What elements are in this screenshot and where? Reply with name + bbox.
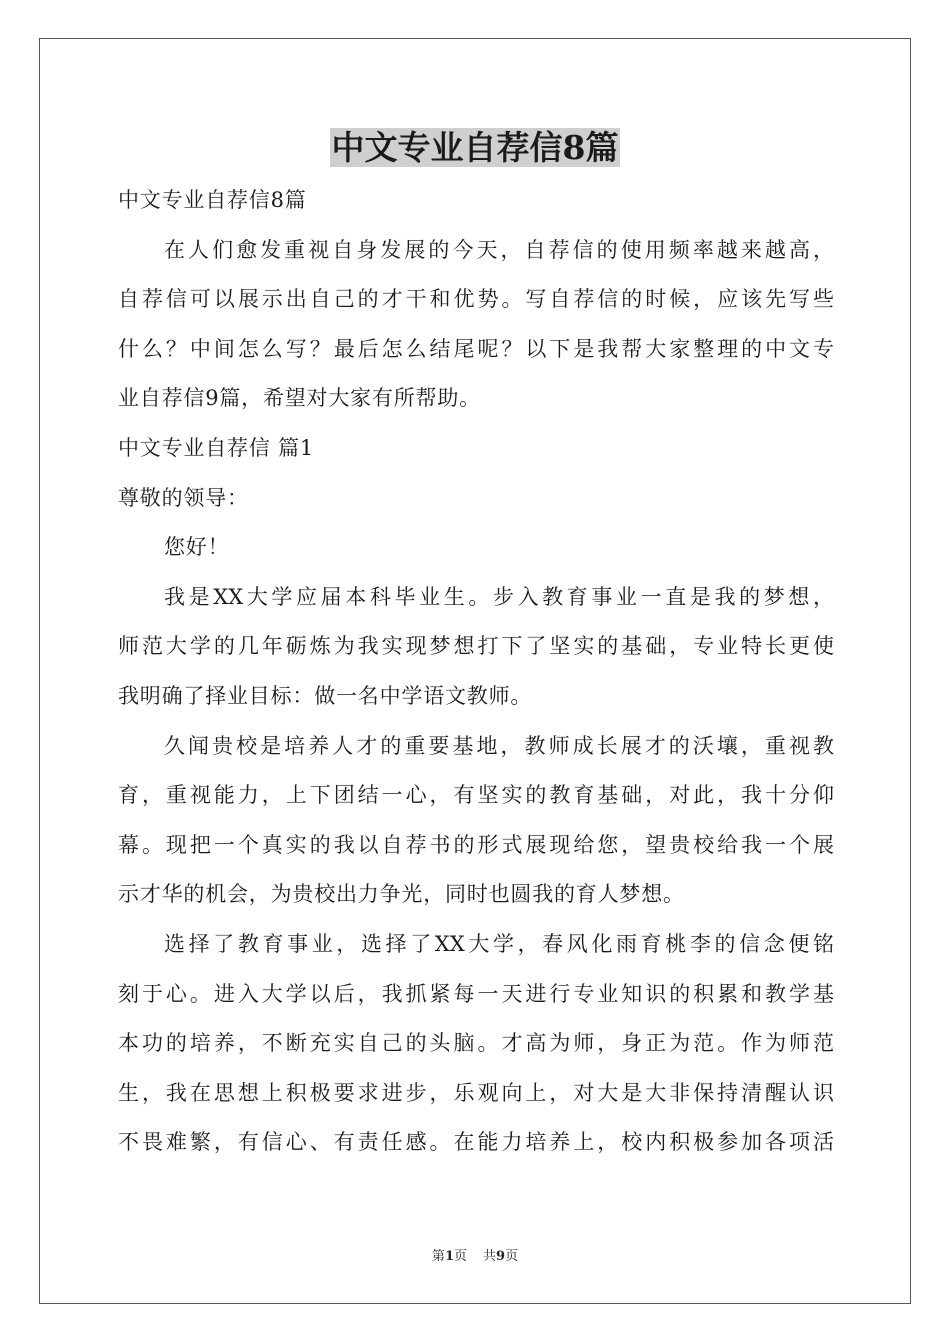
paragraph-line: 久闻贵校是培养人才的重要基地，教师成长展才的沃壤，重视教 [164, 733, 834, 758]
paragraph-line: 选择了教育事业，选择了XX大学，春风化雨育桃李的信念便铭 [164, 931, 834, 956]
total-suffix: 页 [505, 1249, 519, 1264]
document-title [0, 126, 950, 170]
subtitle-line: 中文专业自荐信8篇 [118, 188, 307, 212]
total-prefix: 共 [483, 1249, 497, 1264]
page-number: 1 [444, 1249, 454, 1264]
paragraph-line: 示才华的机会，为贵校出力争光，同时也圆我的育人梦想。 [118, 882, 685, 907]
page-suffix: 页 [453, 1249, 467, 1264]
section-heading: 中文专业自荐信 篇1 [118, 435, 315, 460]
paragraph-line: 我是XX大学应届本科毕业生。步入教育事业一直是我的梦想， [164, 584, 834, 609]
paragraph-line: 不畏难繁，有信心、有责任感。在能力培养上，校内积极参加各项活 [118, 1130, 834, 1155]
paragraph-line: 我明确了择业目标：做一名中学语文教师。 [118, 683, 533, 708]
paragraph-line: 业自荐信9篇，希望对大家有所帮助。 [118, 386, 481, 411]
paragraph-line: 什么？中间怎么写？最后怎么结尾呢？以下是我帮大家整理的中文专 [118, 336, 834, 361]
paragraph-line: 生，我在思想上积极要求进步，乐观向上，对大是大非保持清醒认识 [118, 1080, 834, 1105]
page-prefix: 第 [431, 1249, 445, 1264]
document-body [118, 176, 834, 1168]
page-footer [0, 1248, 950, 1266]
document-title-text: 中文专业自荐信8篇 [331, 128, 619, 167]
paragraph-line: 刻于心。进入大学以后，我抓紧每一天进行专业知识的积累和教学基 [118, 981, 834, 1006]
salutation: 尊敬的领导： [118, 485, 249, 510]
paragraph-line: 育，重视能力，上下团结一心，有坚实的教育基础，对此，我十分仰 [118, 783, 834, 808]
paragraph-line: 幕。现把一个真实的我以自荐书的形式展现给您，望贵校给我一个展 [118, 832, 834, 857]
paragraph-line: 本功的培养，不断充实自己的头脑。才高为师，身正为范。作为师范 [118, 1031, 834, 1056]
paragraph-line: 师范大学的几年砺炼为我实现梦想打下了坚实的基础，专业特长更使 [118, 634, 834, 659]
paragraph-line: 自荐信可以展示出自己的才干和优势。写自荐信的时候，应该先写些 [118, 287, 834, 312]
greeting: 您好！ [164, 535, 230, 560]
total-pages: 9 [496, 1249, 506, 1264]
paragraph-line: 在人们愈发重视自身发展的今天，自荐信的使用频率越来越高， [164, 237, 834, 262]
